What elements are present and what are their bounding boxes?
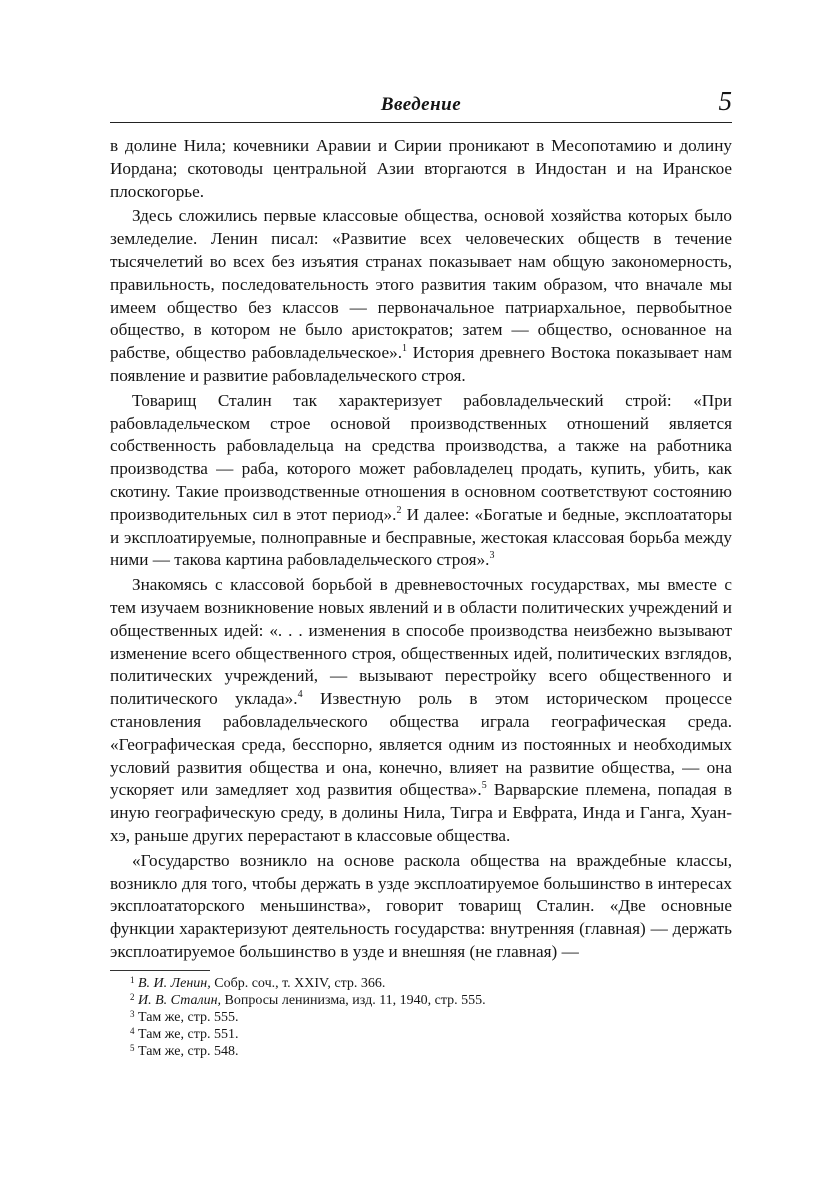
footnote-item [110, 992, 732, 1009]
footnote-divider [110, 970, 210, 971]
footnote-ref[interactable]: 4 [297, 689, 303, 701]
footnote-ref[interactable]: 3 [489, 550, 495, 562]
paragraph-4 [110, 574, 732, 848]
paragraph-3 [110, 390, 732, 572]
paragraph-text: И далее: «Богатые и бедные, эксплоататоры и эксплоатируемые, полноправные и бесправные, жестокая классовая борьба между ними — такова картина рабовладельческого строя». [110, 504, 733, 570]
footnote-number: 4 [130, 1025, 135, 1036]
footnote-item [110, 1043, 732, 1060]
book-page [110, 88, 732, 1060]
footnote-ref[interactable]: 2 [396, 504, 402, 516]
paragraph-text: Товарищ Сталин так характеризует рабовладельческий строй: «При рабовладельческом строе основой производственных отношений является собственность рабовладельца на средства производства, а также на работника производства — раба, которого может рабовладелец продать, купить, убить, как скотину. Такие производственные отношения в основном соответствуют состоянию производительных сил в этот период». [110, 390, 732, 524]
footnote-item [110, 1009, 732, 1026]
paragraph-text: Знакомясь с классовой борьбой в древневосточных государствах, мы вместе с тем изучаем возникновение новых явлений и в области политических учреждений и общественных идей: «. . . изменения в способе производства неизбежно вызывают изменение всего общественного строя, общественных идей, политических взглядов, политических учреждений, — вызывают перестройку всего общественного и политического уклада». [110, 575, 732, 709]
paragraph-1 [110, 135, 732, 203]
paragraph-text: История древнего Востока показывает нам появление и развитие рабовладельческого строя. [110, 343, 732, 385]
footnote-number: 2 [130, 991, 135, 1002]
footnote-author: В. И. Ленин, [138, 975, 211, 991]
page-number: 5 [718, 86, 732, 116]
footnote-number: 5 [130, 1042, 135, 1053]
footnote-text: Там же, стр. 555. [138, 1009, 239, 1025]
footnote-ref[interactable]: 1 [402, 343, 407, 355]
paragraph-text: «Государство возникло на основе раскола общества на враждебные классы, возникло для того, чтобы держать в узде эксплоатируемое большинство в интересах эксплоататорского меньшинства», говорит товарищ Сталин. «Две основные функции характеризуют деятельность государства: внутренняя (главная) — держать эксплоатируемое большинство в узде и внешняя (не главная) — [110, 850, 732, 961]
footnote-number: 1 [130, 974, 135, 985]
footnote-author: И. В. Сталин, [138, 992, 222, 1008]
paragraph-2 [110, 205, 732, 387]
footnote-text: Там же, стр. 548. [138, 1043, 239, 1059]
paragraph-text: Известную роль в этом историческом процессе становления рабовладельческого общества играла географическая среда. «Географическая среда, бесспорно, является одним из постоянных и необходимых условий развития общества и она, конечно, влияет на развитие общества, — она ускоряет или замедляет ход развития общества». [110, 689, 732, 800]
footnote-item [110, 975, 732, 992]
paragraph-text: в долине Нила; кочевники Аравии и Сирии проникают в Месопотамию и долину Иордана; скотоводы центральной Азии вторгаются в Индостан и на Иранское плоскогорье. [110, 136, 732, 201]
main-text [110, 135, 732, 964]
footnote-text: Вопросы ленинизма, изд. 11, 1940, стр. 555. [221, 992, 486, 1008]
running-header [110, 88, 732, 123]
paragraph-text: Варварские племена, попадая в иную географическую среду, в долины Нила, Тигра и Евфрата, Инда и Ганга, Хуан-хэ, раньше других перерастают в классовые общества. [110, 780, 732, 845]
footnote-ref[interactable]: 5 [481, 780, 487, 792]
footnote-item [110, 1026, 732, 1043]
footnote-text: Собр. соч., т. XXIV, стр. 366. [210, 975, 386, 991]
chapter-title: Введение [380, 94, 462, 115]
paragraph-text: Здесь сложились первые классовые общества, основой хозяйства которых было земледелие. Ленин писал: «Развитие всех человеческих обществ в течение тысячелетий во всех без изъятия странах показывает нам общую закономерность, правильность, последовательность этого развития таким образом, что вначале мы имеем общество без классов — первоначальное патриархальное, первобытное общество, в котором не было аристократов; затем — общество, основанное на рабстве, общество рабовладельческое». [110, 206, 732, 363]
paragraph-5 [110, 850, 732, 964]
footnotes [110, 975, 732, 1060]
footnote-text: Там же, стр. 551. [138, 1026, 239, 1042]
footnote-number: 3 [130, 1008, 135, 1019]
